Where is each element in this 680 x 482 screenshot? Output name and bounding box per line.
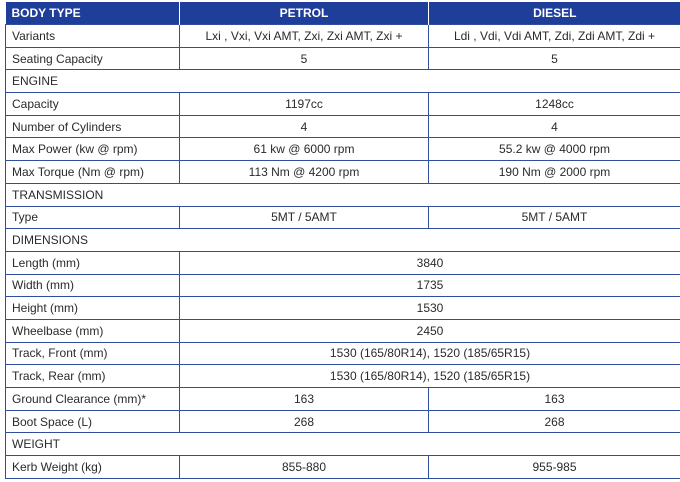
spec-label: Number of Cylinders — [6, 115, 180, 138]
spec-label: Seating Capacity — [6, 47, 180, 70]
row-height — [6, 297, 680, 320]
spec-value-diesel: 4 — [429, 115, 680, 138]
spec-label: Width (mm) — [6, 274, 180, 297]
spec-value-shared: 1530 — [180, 297, 680, 320]
row-max-torque — [6, 161, 680, 184]
spec-label: Boot Space (L) — [6, 410, 180, 433]
spec-label: Max Torque (Nm @ rpm) — [6, 161, 180, 184]
spec-label: Max Power (kw @ rpm) — [6, 138, 180, 161]
spec-value-petrol: 855-880 — [180, 456, 429, 479]
spec-label: Height (mm) — [6, 297, 180, 320]
section-row-weight — [6, 433, 680, 456]
header-petrol: PETROL — [180, 2, 429, 25]
section-row-transmission — [6, 183, 680, 206]
spec-value-petrol: 4 — [180, 115, 429, 138]
row-track-front — [6, 342, 680, 365]
section-heading: ENGINE — [6, 70, 680, 93]
spec-value-diesel: 5MT / 5AMT — [429, 206, 680, 229]
spec-label: Wheelbase (mm) — [6, 319, 180, 342]
spec-value-diesel: 163 — [429, 388, 680, 411]
spec-value-petrol: 5 — [180, 47, 429, 70]
spec-value-petrol: 163 — [180, 388, 429, 411]
row-width — [6, 274, 680, 297]
spec-value-diesel: 955-985 — [429, 456, 680, 479]
spec-label: Length (mm) — [6, 251, 180, 274]
row-max-power — [6, 138, 680, 161]
row-track-rear — [6, 365, 680, 388]
spec-value-diesel: 190 Nm @ 2000 rpm — [429, 161, 680, 184]
spec-value-diesel: 268 — [429, 410, 680, 433]
spec-label: Track, Front (mm) — [6, 342, 180, 365]
row-boot-space — [6, 410, 680, 433]
spec-value-petrol: 61 kw @ 6000 rpm — [180, 138, 429, 161]
spec-value-petrol: 268 — [180, 410, 429, 433]
spec-value-diesel: 55.2 kw @ 4000 rpm — [429, 138, 680, 161]
spec-value-petrol: 1197cc — [180, 93, 429, 116]
section-row-dimensions — [6, 229, 680, 252]
row-wheelbase — [6, 319, 680, 342]
row-ground-clearance — [6, 388, 680, 411]
spec-value-shared: 2450 — [180, 319, 680, 342]
section-heading: DIMENSIONS — [6, 229, 680, 252]
spec-value-shared: 1530 (165/80R14), 1520 (185/65R15) — [180, 342, 680, 365]
header-row — [6, 2, 680, 25]
section-heading: TRANSMISSION — [6, 183, 680, 206]
spec-label: Track, Rear (mm) — [6, 365, 180, 388]
spec-value-diesel: Ldi , Vdi, Vdi AMT, Zdi, Zdi AMT, Zdi + — [429, 25, 680, 48]
header-diesel: DIESEL — [429, 2, 680, 25]
spec-body — [6, 25, 680, 479]
header-body-type: BODY TYPE — [6, 2, 180, 25]
spec-table — [5, 2, 680, 479]
row-variants — [6, 25, 680, 48]
spec-value-diesel: 5 — [429, 47, 680, 70]
spec-label: Type — [6, 206, 180, 229]
spec-value-diesel: 1248cc — [429, 93, 680, 116]
section-row-engine — [6, 70, 680, 93]
row-capacity — [6, 93, 680, 116]
spec-label: Kerb Weight (kg) — [6, 456, 180, 479]
row-length — [6, 251, 680, 274]
spec-label: Variants — [6, 25, 180, 48]
row-kerb-weight — [6, 456, 680, 479]
spec-value-petrol: 113 Nm @ 4200 rpm — [180, 161, 429, 184]
spec-value-shared: 1735 — [180, 274, 680, 297]
spec-label: Ground Clearance (mm)* — [6, 388, 180, 411]
spec-value-shared: 1530 (165/80R14), 1520 (185/65R15) — [180, 365, 680, 388]
row-type — [6, 206, 680, 229]
spec-value-petrol: 5MT / 5AMT — [180, 206, 429, 229]
row-number-of-cylinders — [6, 115, 680, 138]
spec-value-petrol: Lxi , Vxi, Vxi AMT, Zxi, Zxi AMT, Zxi + — [180, 25, 429, 48]
spec-label: Capacity — [6, 93, 180, 116]
section-heading: WEIGHT — [6, 433, 680, 456]
spec-value-shared: 3840 — [180, 251, 680, 274]
row-seating-capacity — [6, 47, 680, 70]
